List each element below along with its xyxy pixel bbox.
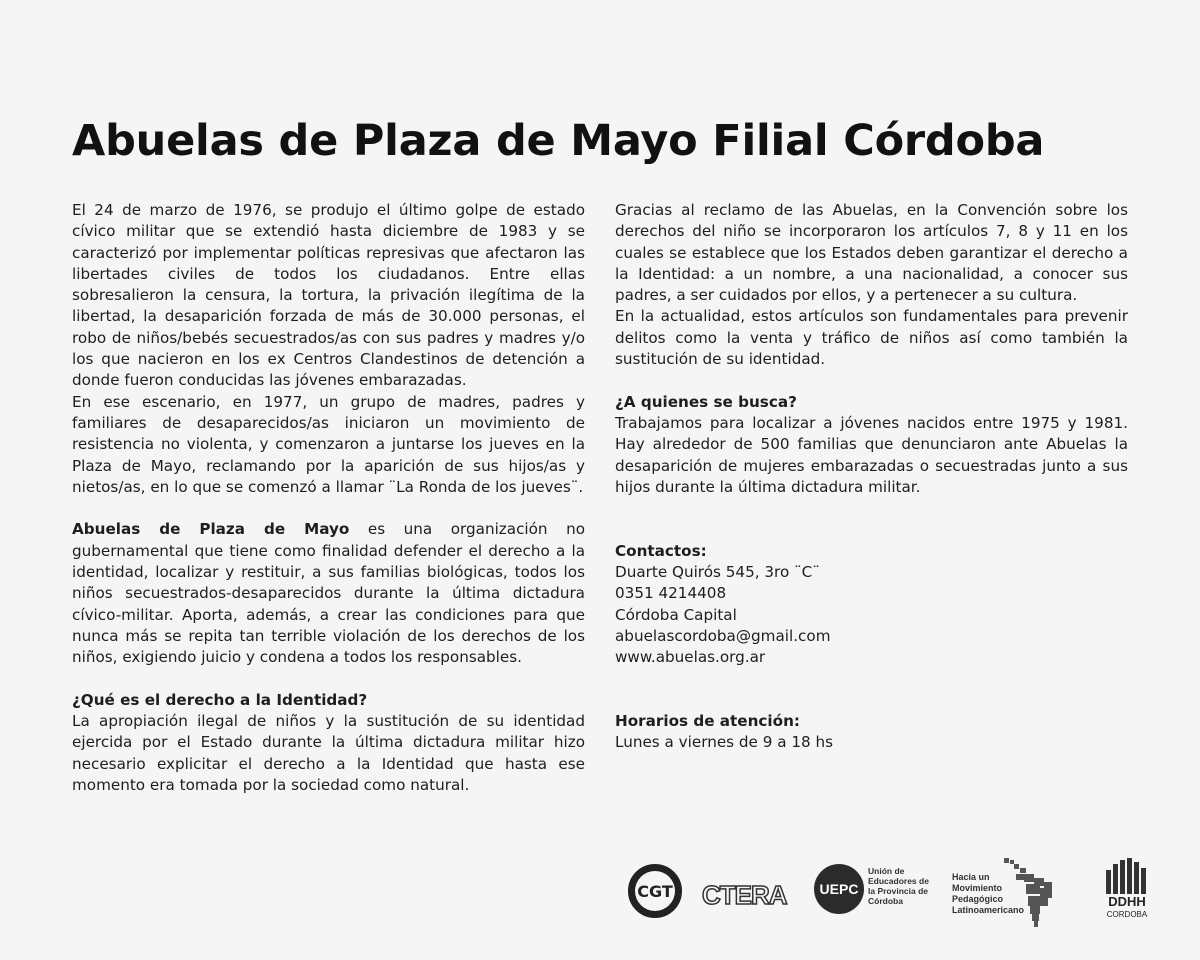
left-column — [72, 200, 585, 796]
raised-hands-icon — [1100, 856, 1154, 896]
right-column — [615, 200, 1128, 754]
cgt-logo-text: CGT — [635, 871, 675, 911]
horarios-text: Lunes a viernes de 9 a 18 hs — [615, 733, 834, 752]
paragraph-ronda: En ese escenario, en 1977, un grupo de madres, padres y familiares de desaparecidos/as iniciaron un movimiento de resistencia no violenta, y comenzaron a juntarse los jueves en la Plaza de Mayo, reclamando por la aparición de sus hijos/as y nietos/as, en lo que se comenzó a llamar ¨La Ronda de los jueves¨. — [72, 392, 585, 496]
ddhh-label: DDHH — [1108, 894, 1146, 909]
contact-phone: 0351 4214408 — [615, 584, 727, 603]
ctera-logo: CTERA — [702, 880, 787, 910]
paragraph-convencion: Gracias al reclamo de las Abuelas, en la Convención sobre los derechos del niño se incorporaron los artículos 7, 8 y 11 en los cuales se establece que los Estados deben garantizar el derecho a la Identidad: a un nombre, a una nacionalidad, a conocer sus padres, a ser cuidados por ellos, y a pertenecer a su cultura. — [615, 201, 1128, 305]
abuelas-bold-name: Abuelas de Plaza de Mayo — [72, 520, 350, 539]
cgt-logo — [628, 864, 682, 918]
abuelas-description: es una organización no gubernamental que tiene como finalidad defender el derecho a la identidad, localizar y restituir, a sus familias biológicas, todos los niños secuestrados-desaparecidos durante la última dictadura cívico-militar. Aporta, además, a crear las condiciones para que nunca más se repita tan terrible violación de los derechos de los niños, exigiendo juicio y condena a todos los responsables. — [72, 520, 585, 667]
paragraph-actualidad: En la actualidad, estos artículos son fundamentales para prevenir delitos como la venta y tráfico de niños así como también la sustitución de su identidad. — [615, 307, 1128, 369]
uepc-logo-text: Unión de Educadores de la Provincia de Córdoba — [868, 866, 929, 906]
latin-america-map-icon — [1002, 856, 1068, 930]
heading-contactos: Contactos: — [615, 541, 707, 560]
contact-email[interactable]: abuelascordoba@gmail.com — [615, 626, 831, 645]
paragraph-abuelas — [72, 519, 585, 668]
heading-a-quienes: ¿A quienes se busca? — [615, 392, 797, 411]
paragraph-golpe: El 24 de marzo de 1976, se produjo el último golpe de estado cívico militar que se extendió hasta diciembre de 1983 y se caracterizó por implementar políticas represivas que afectaron las libertades civiles de todos los ciudadanos. Entre ellas sobresalieron la censura, la tortura, la privación ilegítima de la libertad, la desaparición forzada de más de 30.000 personas, el robo de niños/bebés secuestrados/as con sus padres y madres y/o los que nacieron en los ex Centros Clandestinos de detención a donde fueron conducidas las jóvenes embarazadas. — [72, 201, 585, 390]
ddhh-cordoba-logo — [1100, 856, 1154, 930]
movimiento-pedagogico-text: Hacia un Movimiento Pedagógico Latinoamericano — [952, 872, 1025, 915]
contact-website[interactable]: www.abuelas.org.ar — [615, 648, 766, 667]
page-title: Abuelas de Plaza de Mayo Filial Córdoba — [72, 116, 1045, 166]
heading-derecho-identidad: ¿Qué es el derecho a la Identidad? — [72, 690, 368, 709]
sponsor-logos — [620, 852, 1160, 932]
contact-city: Córdoba Capital — [615, 605, 737, 624]
paragraph-busqueda: Trabajamos para localizar a jóvenes nacidos entre 1975 y 1981. Hay alrededor de 500 familias que denunciaron ante Abuelas la desaparición de mujeres embarazadas o secuestradas junto a sus hijos durante la última dictadura militar. — [615, 413, 1128, 496]
uepc-logo: UEPC — [814, 864, 864, 914]
ddhh-sublabel: CORDOBA — [1106, 910, 1148, 919]
contact-address: Duarte Quirós 545, 3ro ¨C¨ — [615, 563, 820, 582]
paragraph-identidad: La apropiación ilegal de niños y la sustitución de su identidad ejercida por el Estado durante la última dictadura militar hizo necesario explicitar el derecho a la Identidad que hasta ese momento era tomada por la sociedad como natural. — [72, 712, 585, 795]
heading-horarios: Horarios de atención: — [615, 712, 800, 731]
